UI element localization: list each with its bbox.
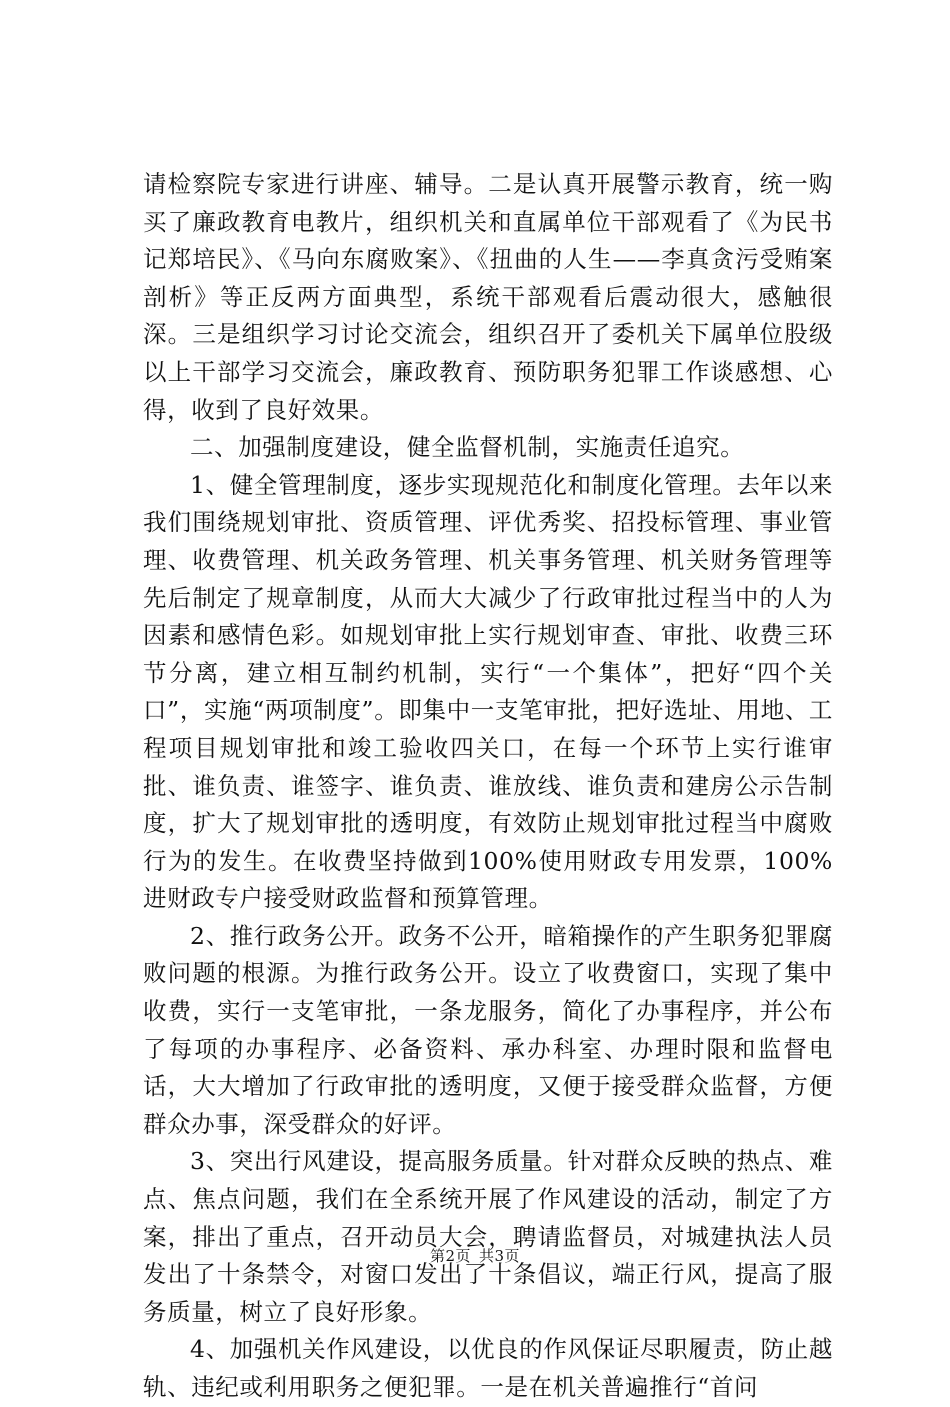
page-number: 第2页 [429,1247,471,1265]
paragraph-1: 请检察院专家进行讲座、辅导。二是认真开展警示教育，统一购买了廉政教育电教片，组织机关和直属单位干部观看了《为民书记郑培民》、《马向东腐败案》、《扭曲的人生——李真贪污受贿案剖析》等正反两方面典型，系统干部观看后震动很大，感触很深。三是组织学习讨论交流会，组织召开了委机关下属单位股级以上干部学习交流会，廉政教育、预防职务犯罪工作谈感想、心得，收到了良好效果。 [143,170,833,424]
page-total: 共3页 [479,1247,521,1265]
paragraph-work-style: 4、加强机关作风建设，以优良的作风保证尽职履责，防止越轨、违纪或利用职务之便犯罪。一是在机关普遍推行“首问 [143,1335,833,1401]
paragraph-government-transparency: 2、推行政务公开。政务不公开，暗箱操作的产生职务犯罪腐败问题的根源。为推行政务公开。设立了收费窗口，实现了集中收费，实行一支笔审批，一条龙服务，简化了办事程序，并公布了每项的办事程序、必备资料、承办科室、办理时限和监督电话，大大增加了行政审批的透明度，又便于接受群众监督，方便群众办事，深受群众的好评。 [143,921,833,1138]
paragraph-service-quality: 3、突出行风建设，提高服务质量。针对群众反映的热点、难点、焦点问题，我们在全系统开展了作风建设的活动，制定了方案，排出了重点，召开动员大会，聘请监督员，对城建执法人员发出了十条禁令，对窗口发出了十条倡议，端正行风，提高了服务质量，树立了良好形象。 [143,1147,833,1326]
section-heading-2: 二、加强制度建设，健全监督机制，实施责任追究。 [190,433,745,462]
page-footer [0,1246,950,1266]
document-body [143,166,833,1407]
paragraph-management-system: 1、健全管理制度，逐步实现规范化和制度化管理。去年以来我们围绕规划审批、资质管理、评优秀奖、招投标管理、事业管理、收费管理、机关政务管理、机关事务管理、机关财务管理等先后制定了规章制度，从而大大减少了行政审批过程当中的人为因素和感情色彩。如规划审批上实行规划审查、审批、收费三环节分离，建立相互制约机制，实行“一个集体”，把好“四个关口”，实施“两项制度”。即集中一支笔审批，把好选址、用地、工程项目规划审批和竣工验收四关口，在每一个环节上实行谁审批、谁负责、谁签字、谁负责、谁放线、谁负责和建房公示告制度，扩大了规划审批的透明度，有效防止规划审批过程当中腐败行为的发生。在收费坚持做到100%使用财政专用发票，100%进财政专户接受财政监督和预算管理。 [143,470,833,913]
